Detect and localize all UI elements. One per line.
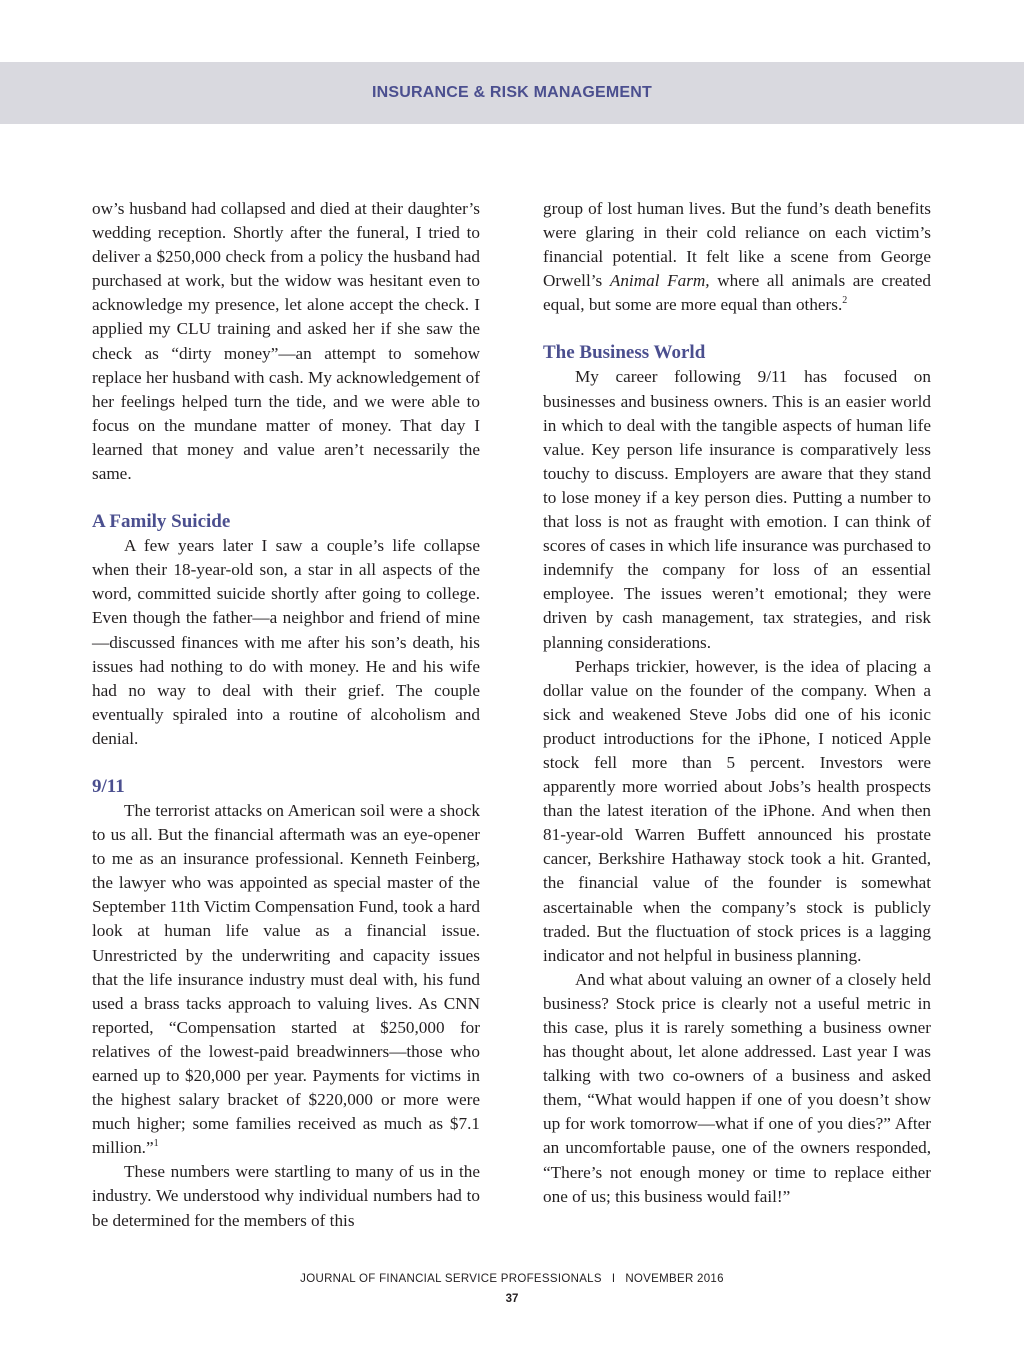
journal-name: JOURNAL OF FINANCIAL SERVICE PROFESSIONALS: [300, 1273, 602, 1285]
paragraph-text: where all animals are created equal, but some are more equal than others.: [543, 271, 931, 315]
right-column: [543, 197, 931, 1209]
issue-date: NOVEMBER 2016: [625, 1273, 724, 1285]
section-banner: [0, 62, 1024, 124]
paragraph: My career following 9/11 has focused on businesses and business owners. This is an easier world in which to deal with the tangible aspects of human life value. Key person life insurance is comparatively less touchy to discuss. Employers are aware that they stand to lose money if a key person dies. Putting a number to that loss is not as fraught with emotion. I can think of scores of cases in which life insurance was purchased to indemnify the company for loss of an essential employee. The issues weren’t emotional; they were driven by cash management, tax strategies, and risk planning considerations.: [543, 367, 931, 652]
paragraph: [543, 197, 931, 317]
section-title: INSURANCE & RISK MANAGEMENT: [371, 84, 653, 101]
paragraph-text: The terrorist attacks on American soil were a shock to us all. But the financial aftermath was an eye-opener to me as an insurance professional. Kenneth Feinberg, the lawyer who was appointed as special master of the September 11th Victim Compensation Fund, took a hard look at human life value as a financial issue. Unrestricted by the underwriting and capacity issues that the life insurance industry must deal with, his fund used a brass tacks approach to valuing lives. As CNN reported, “Compensation started at $250,000 for relatives of the lowest-paid breadwinners—those who earned up to $20,000 per year. Payments for victims in the highest salary bracket of $220,000 or more were much higher; some families received as much as $7.1 million.”: [92, 800, 480, 1158]
page-number: 37: [505, 1293, 519, 1305]
left-column: [92, 197, 480, 1233]
footnote-ref: 1: [153, 1138, 159, 1150]
paragraph: These numbers were startling to many of us in the industry. We understood why individual numbers had to be determined for the members of this: [92, 1162, 480, 1230]
paragraph: [92, 799, 480, 1160]
paragraph: ow’s husband had collapsed and died at their daughter’s wedding reception. Shortly after the funeral, I tried to deliver a $250,000 check from a policy the husband had purchased at work, but the widow was hesitant even to acknowledge my presence, let alone accept the check. I applied my CLU training and asked her if she saw the check as “dirty money”—an attempt to somehow replace her husband with cash. My acknowledgement of her feelings helped turn the tide, and we were able to focus on the mundane matter of money. That day I learned that money and value aren’t necessarily the same.: [92, 199, 480, 484]
paragraph-text: group of lost human lives. But the fund’s death benefits were glaring in their cold reliance on each victim’s financial potential. It felt like a scene from George Orwell’s: [543, 199, 931, 291]
footnote-ref: 2: [842, 295, 848, 307]
paragraph: And what about valuing an owner of a closely held business? Stock price is clearly not a useful metric in this case, plus it is rarely something a business owner has thought about, let alone addressed. Last year I was talking with two co-owners of a business and asked them, “What would happen if one of you doesn’t show up for work tomorrow—what if one of you dies?” After an uncomfortable pause, one of the owners responded, “There’s not enough money or time to replace either one of us; this business would fail!”: [543, 969, 931, 1206]
book-title: Animal Farm,: [609, 271, 710, 291]
heading-a-family-suicide: A Family Suicide: [92, 511, 231, 533]
paragraph: Perhaps trickier, however, is the idea of placing a dollar value on the founder of the company. When a sick and weakened Steve Jobs did one of his iconic product introductions for the iPhone, I noticed Apple stock fell more than 5 percent. Investors were apparently more worried about Jobs’s health prospects than the latest iteration of the iPhone. And when then 81-year-old Warren Buffett announced his prostate cancer, Berkshire Hathaway stock took a hit. Granted, the financial value of the founder is somewhat ascertainable when the company’s stock is publicly traded. But the fluctuation of stock prices is a lagging indicator and not helpful in business planning.: [543, 656, 931, 965]
footer-journal-line: [0, 1273, 1024, 1285]
paragraph: A few years later I saw a couple’s life collapse when their 18-year-old son, a star in all aspects of the word, committed suicide shortly after going to college. Even though the father—a neighbor and friend of mine—discussed finances with me after his son’s death, his issues had nothing to do with money. He and his wife had no way to deal with their grief. The couple eventually spiraled into a routine of alcoholism and denial.: [92, 536, 480, 748]
heading-the-business-world: The Business World: [543, 342, 706, 364]
footer-separator: I: [611, 1273, 616, 1285]
heading-9-11: 9/11: [92, 775, 125, 797]
